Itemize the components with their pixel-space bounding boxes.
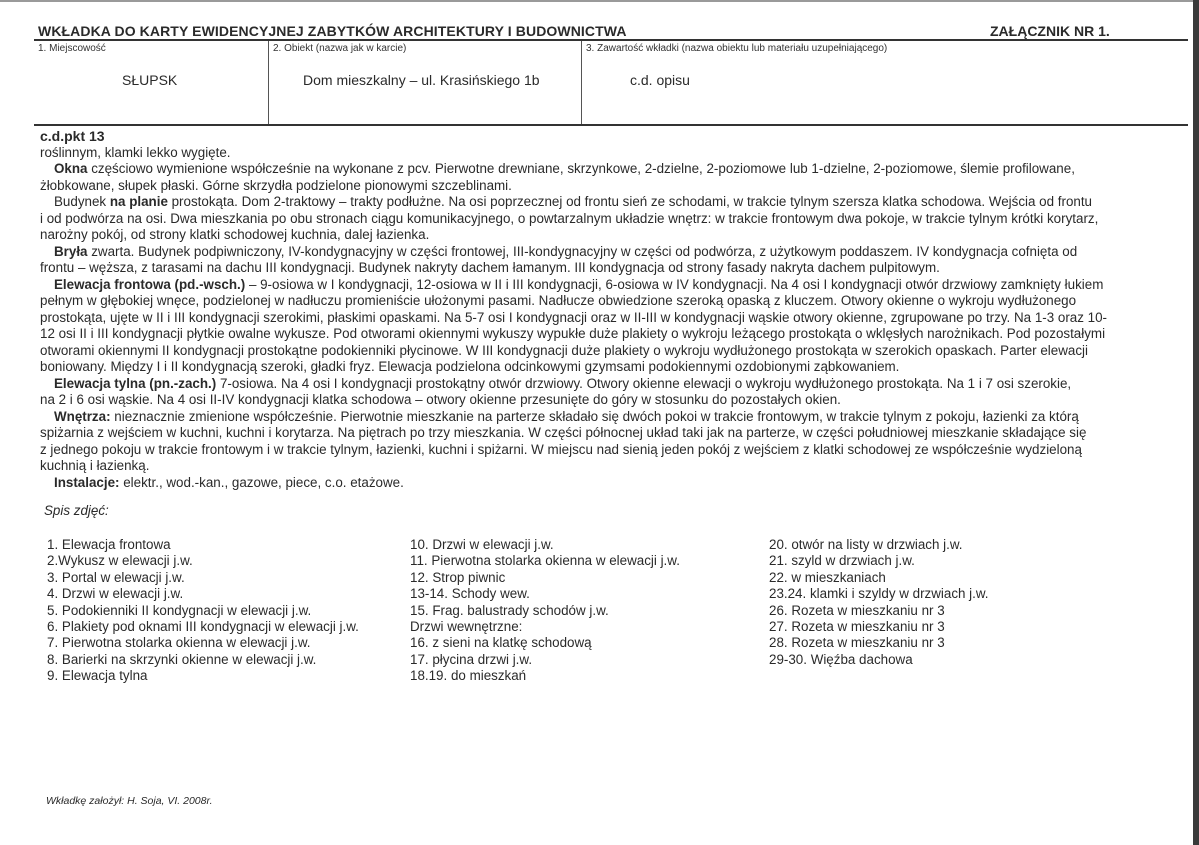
text-line: żłobkowane, słupek płaski. Górne skrzydła podzielone pionowymi szczeblinami. (40, 177, 512, 193)
text-line (40, 161, 1186, 178)
plan-heading: na planie (109, 194, 168, 209)
object-value: Dom mieszkalny – ul. Krasińskiego 1b (303, 72, 540, 88)
rear-elevation-heading: Elewacja tylna (pn.-zach.) (54, 375, 217, 391)
text-line (40, 244, 1186, 261)
text-line: frontu – węższa, z tarasami na dachu III kondygnacji. Budynek nakryty dachem łamanym. III kondygnacja od strony fasady nakryta dachem pulpitowym. (40, 260, 940, 275)
text-line: narożny pokój, od strony klatki schodowej kuchnia, dalej łazienka. (40, 227, 430, 242)
content-cell (581, 41, 1188, 124)
content-value: c.d. opisu (630, 72, 690, 88)
photo-list-item: 3. Portal w elewacji j.w. (47, 569, 185, 585)
photo-list-item: 8. Barierki na skrzynki okienne w elewacji j.w. (47, 651, 317, 667)
photo-list-item: 22. w mieszkaniach (769, 569, 886, 585)
locality-cell (34, 41, 268, 124)
photo-list-item: 7. Pierwotna stolarka okienna w elewacji j.w. (47, 635, 311, 651)
text-line: z jednego pokoju w trakcie frontowym i w trakcie tylnym, łazienki, kuchni i spiżarni. W miejscu nad sienią jeden pokój z wejściem z klatki schodowej ze współcześnie wydzieloną (40, 441, 1082, 457)
photo-list-item: 28. Rozeta w mieszkaniu nr 3 (769, 635, 945, 651)
text-line (40, 194, 1186, 211)
text-line: spiżarnia z wejściem w kuchni, kuchni i korytarza. Na piętrach po trzy mieszkania. W części północnej układ taki jak na parterze, w części południowej mieszkanie składające się (40, 425, 1087, 440)
photo-list-title: Spis zdjęć: (44, 503, 109, 518)
photo-list-item: 29-30. Więźba dachowa (769, 651, 913, 667)
photo-list-item: 11. Pierwotna stolarka okienna w elewacji j.w. (410, 553, 680, 569)
text-span: – 9-osiowa w I kondygnacji, 12-osiowa w II i III kondygnacji, 6-osiowa w IV kondygnacji. Na 4 osi I kondygnacji otwór drzwiowy zamknięty łukiem (245, 276, 1104, 292)
photo-list-item: 26. Rozeta w mieszkaniu nr 3 (769, 602, 945, 618)
text-span: 7-osiowa. Na 4 osi I kondygnacji prostokątny otwór drzwiowy. Otwory okienne elewacji o wykroju wydłużonego prostokąta. Na 1 i 7 osi szerokie, (216, 375, 1072, 391)
text-span: prostokąta. Dom 2-traktowy – trakty podłużne. Na osi poprzecznej od frontu sień ze schodami, w trakcie tylnym szersza klatka schodowa. Wejścia od frontu (167, 194, 1093, 209)
text-line: pełnym w głębokiej wnęce, podzielonej w nadłuczu promieniście ułożonymi pasami. Nadłucze obwiedzione szeroką opaską z kluczem. Otwory okienne o wykroju wydłużonego (40, 293, 1077, 308)
text-line (40, 409, 1186, 426)
locality-value: SŁUPSK (122, 72, 178, 88)
photo-list-item: 1. Elewacja frontowa (47, 537, 171, 552)
text-line: i od podwórza na osi. Dwa mieszkania po obu stronach ciągu komunikacyjnego, o powtarzalnym układzie wnętrz: w trakcie frontowym dwa pokoje, w trakcie tylnym krótki korytarz, (40, 210, 1099, 226)
photo-list-column-2 (410, 537, 680, 685)
windows-heading: Okna (54, 161, 88, 176)
front-elevation-heading: Elewacja frontowa (pd.-wsch.) (54, 276, 246, 292)
section-heading: c.d.pkt 13 (40, 128, 105, 144)
text-span: nieznacznie zmienione współcześnie. Pierwotnie mieszkanie na parterze składało się dwóch pokoi w trakcie frontowym, w trakcie tylnym z pokoju, łazienki za którą (110, 408, 1079, 424)
object-cell (268, 41, 581, 124)
photo-list-item: 16. z sieni na klatkę schodową (410, 635, 592, 651)
photo-list-item: 4. Drzwi w elewacji j.w. (47, 586, 184, 602)
object-label: 2. Obiekt (nazwa jak w karcie) (273, 43, 407, 54)
text-line (40, 277, 1186, 294)
photo-list-item: 18.19. do mieszkań (410, 668, 527, 684)
text-line: na 2 i 6 osi wąskie. Na 4 osi II-IV kondygnacji klatka schodowa – otwory okienne przesunięte do góry w stosunku do pozostałych okien. (40, 392, 841, 407)
photo-list-column-3 (769, 537, 989, 668)
photo-list-item: 21. szyld w drzwiach j.w. (769, 553, 915, 569)
photo-list-item: 17. płycina drzwi j.w. (410, 651, 533, 667)
text-line: 12 osi II i III kondygnacji płytkie owalne wykusze. Pod otworami okiennymi wykuszy wypukłe duże plakiety o wykroju leżącego prostokąta o wklęsłych narożnikach. Pod pozostałymi (40, 326, 1106, 341)
text-line (40, 376, 1186, 393)
annex-label: ZAŁĄCZNIK NR 1. (990, 23, 1110, 39)
photo-list-item: 10. Drzwi w elewacji j.w. (410, 537, 554, 552)
interiors-heading: Wnętrza: (54, 408, 111, 424)
text-line: roślinnym, klamki lekko wygięte. (40, 144, 231, 160)
photo-list-item: 15. Frag. balustrady schodów j.w. (410, 602, 609, 618)
content-label: 3. Zawartość wkładki (nazwa obiektu lub materiału uzupełniającego) (586, 43, 888, 54)
photo-list-item: 20. otwór na listy w drzwiach j.w. (769, 537, 963, 552)
text-line (40, 475, 1186, 492)
installations-heading: Instalacje: (54, 474, 120, 490)
document-title: WKŁADKA DO KARTY EWIDENCYJNEJ ZABYTKÓW ARCHITEKTURY I BUDOWNICTWA (38, 23, 627, 39)
text-line: boniowany. Między I i II kondygnacją szeroki, gładki fryz. Elewacja podzielona odcinkowymi gzymsami podokiennymi ozdobionymi ząbkowaniem. (40, 359, 900, 374)
text-span: częściowo wymienione współcześnie na wykonane z pcv. Pierwotne drewniane, skrzynkowe, 2-dzielne, 2-poziomowe lub 1-dzielne, 2-poziomowe, ślemie profilowane, (87, 161, 1075, 176)
author-footer: Wkładkę założył: H. Soja, VI. 2008r. (46, 795, 213, 807)
text-span: elektr., wod.-kan., gazowe, piece, c.o. etażowe. (119, 474, 404, 490)
photo-list-item: 23.24. klamki i szyldy w drzwiach j.w. (769, 586, 989, 602)
photo-list-item: 6. Plakiety pod oknami III kondygnacji w elewacji j.w. (47, 619, 359, 635)
massing-heading: Bryła (54, 243, 88, 259)
page-right-edge (1193, 0, 1199, 845)
photo-list-column-1 (47, 537, 359, 685)
photo-list-item: 5. Podokienniki II kondygnacji w elewacji j.w. (47, 602, 312, 618)
locality-label: 1. Miejscowość (38, 43, 106, 54)
description-body (40, 128, 1186, 491)
photo-list-subheading: Drzwi wewnętrzne: (410, 619, 523, 635)
text-span: Budynek (54, 194, 110, 209)
page-top-edge (0, 0, 1199, 2)
photo-list-item: 27. Rozeta w mieszkaniu nr 3 (769, 619, 945, 635)
photo-list-item: 13-14. Schody wew. (410, 586, 530, 602)
text-line: prostokąta, ujęte w II i III kondygnacji szerokimi, płaskimi opaskami. Na 5-7 osi I kondygnacji oraz w II-III w kondygnacji wąskie otwory okienne, zgrupowane po trzy. Na 1-3 oraz 10- (40, 309, 1108, 325)
photo-list-item: 2.Wykusz w elewacji j.w. (47, 553, 193, 569)
photo-list-item: 9. Elewacja tylna (47, 668, 148, 684)
text-span: zwarta. Budynek podpiwniczony, IV-kondygnacyjny w części frontowej, III-kondygnacyjny w części od podwórza, z użytkowym poddaszem. IV kondygnacja cofnięta od (87, 243, 1078, 259)
photo-list-item: 12. Strop piwnic (410, 569, 506, 585)
text-line: otworami okiennymi II kondygnacji prostokątne podokienniki płycinowe. W III kondygnacji duże plakiety o wykroju wydłużonego prostokąta w szerokich opaskach. Parter elewacji (40, 342, 1088, 358)
text-line: kuchnią i łazienką. (40, 458, 150, 473)
identification-table (34, 39, 1188, 126)
